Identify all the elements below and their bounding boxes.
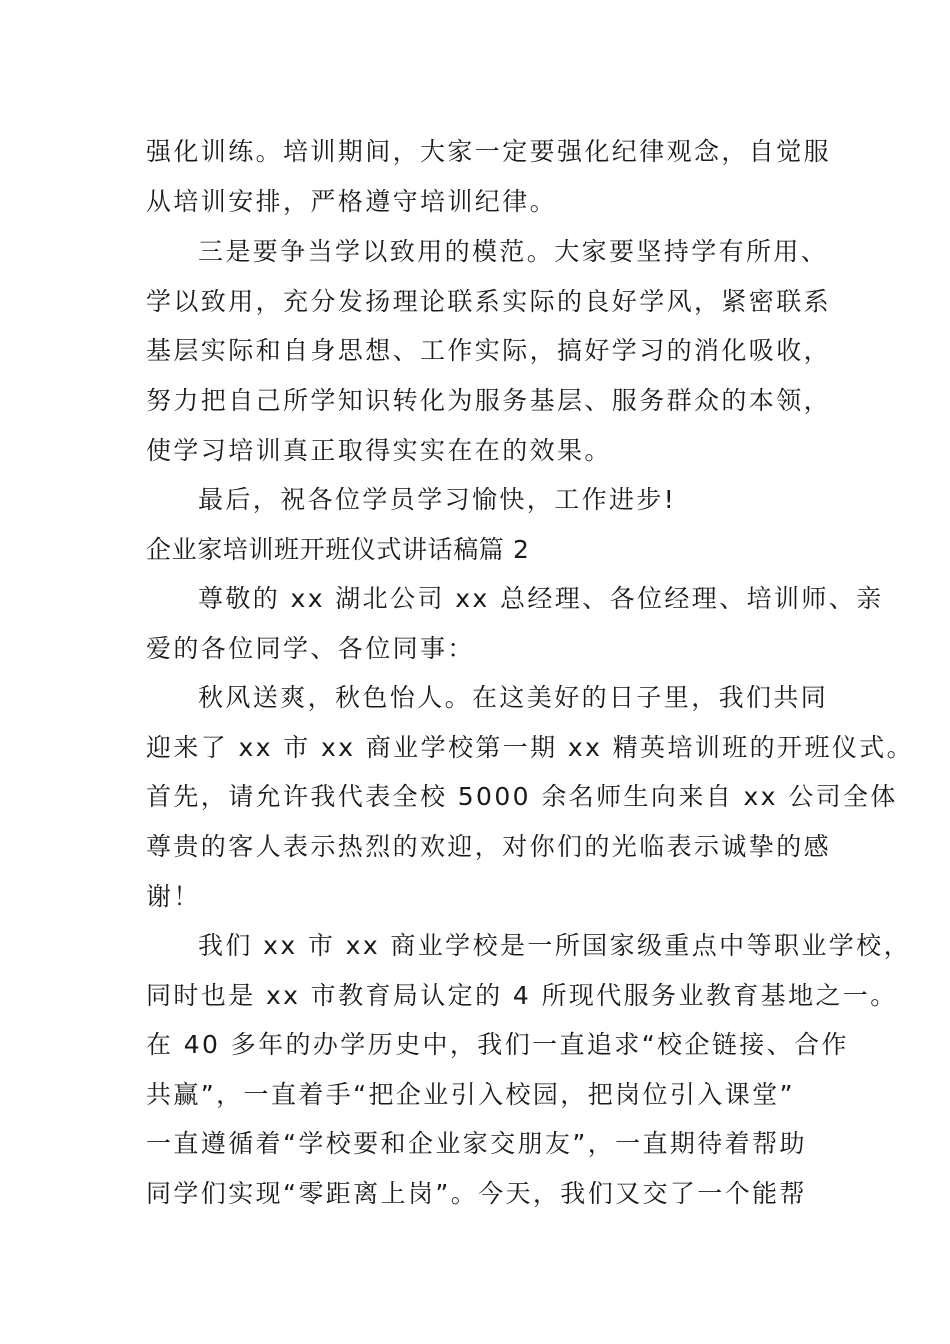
text-line: 同学们实现“零距离上岗”。今天，我们又交了一个能帮: [146, 1179, 807, 1208]
salutation: 尊敬的 xx 湖北公司 xx 总经理、各位经理、培训师、亲: [198, 584, 884, 613]
text-line: 爱的各位同学、各位同事：: [146, 634, 475, 663]
text-line: 从培训安排，严格遵守培训纪律。: [146, 187, 558, 216]
paragraph-start: 最后，祝各位学员学习愉快，工作进步!: [198, 485, 677, 514]
section-heading: 企业家培训班开班仪式讲话稿篇 2: [146, 535, 530, 564]
paragraph-start: 我们 xx 市 xx 商业学校是一所国家级重点中等职业学校，: [198, 931, 911, 960]
text-line: 强化训练。培训期间，大家一定要强化纪律观念，自觉服: [146, 137, 832, 166]
text-line: 使学习培训真正取得实实在在的效果。: [146, 436, 612, 465]
text-line: 尊贵的客人表示热烈的欢迎，对你们的光临表示诚挚的感: [146, 832, 832, 861]
paragraph-start: 三是要争当学以致用的模范。大家要坚持学有所用、: [198, 237, 829, 266]
text-line: 一直遵循着“学校要和企业家交朋友”，一直期待着帮助: [146, 1129, 807, 1158]
text-line: 学以致用，充分发扬理论联系实际的良好学风，紧密联系: [146, 287, 832, 316]
text-line: 努力把自己所学知识转化为服务基层、服务群众的本领，: [146, 386, 832, 415]
text-line: 同时也是 xx 市教育局认定的 4 所现代服务业教育基地之一。: [146, 981, 898, 1010]
text-line: 首先，请允许我代表全校 5000 余名师生向来自 xx 公司全体: [146, 782, 898, 811]
text-line: 基层实际和自身思想、工作实际，搞好学习的消化吸收，: [146, 336, 832, 365]
text-line: 共赢”，一直着手“把企业引入校园，把岗位引入课堂”: [146, 1080, 795, 1109]
text-line: 在 40 多年的办学历史中，我们一直追求“校企链接、合作: [146, 1030, 849, 1059]
text-line: 迎来了 xx 市 xx 商业学校第一期 xx 精英培训班的开班仪式。: [146, 733, 915, 762]
text-line: 谢！: [146, 882, 201, 911]
paragraph-start: 秋风送爽，秋色怡人。在这美好的日子里，我们共同: [198, 683, 829, 712]
